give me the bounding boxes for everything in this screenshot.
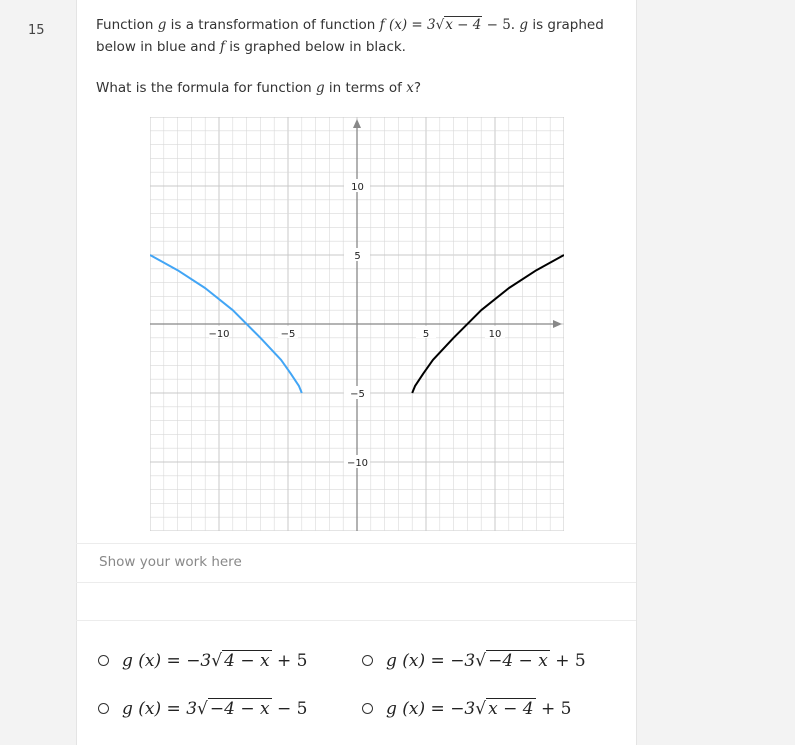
- right-gutter: [636, 0, 795, 745]
- y-tick-label: −5: [350, 389, 365, 400]
- choice-c-formula: g (x) = 3√ −4 − x − 5: [122, 699, 308, 719]
- radio-icon[interactable]: [98, 703, 109, 714]
- divider-top: [76, 543, 636, 544]
- x-tick-label: 5: [422, 329, 430, 340]
- choice-a-formula: g (x) = −3√ 4 − x + 5: [122, 651, 308, 671]
- question-prompt: Function g is a transformation of function f (x) = 3√x − 4 − 5. g is graphed below in blue and f is graphed below in black.: [96, 17, 604, 55]
- choice-d-formula: g (x) = −3√ x − 4 + 5: [386, 699, 572, 719]
- coordinate-graph: [150, 117, 564, 531]
- work-area-placeholder[interactable]: Show your work here: [99, 554, 242, 570]
- choice-c[interactable]: [98, 698, 307, 719]
- radio-icon[interactable]: [98, 655, 109, 666]
- choice-b-formula: g (x) = −3√ −4 − x + 5: [386, 651, 586, 671]
- x-tick-label: 10: [488, 329, 502, 340]
- x-tick-label: −5: [280, 329, 296, 340]
- y-tick-label: −10: [346, 458, 369, 469]
- choice-b[interactable]: [362, 650, 586, 671]
- f-definition: f (x) = 3: [379, 17, 436, 33]
- y-tick-label: 5: [354, 251, 361, 262]
- left-gutter: [0, 0, 77, 745]
- choice-d[interactable]: [362, 698, 571, 719]
- question-number: 15: [28, 23, 45, 38]
- y-tick-label: 10: [351, 182, 364, 193]
- x-tick-label: −10: [208, 329, 230, 340]
- choice-a[interactable]: [98, 650, 307, 671]
- f-radicand: x − 4: [445, 17, 482, 33]
- radio-icon[interactable]: [362, 655, 373, 666]
- question-ask: What is the formula for function g in terms of x?: [96, 80, 421, 96]
- radio-icon[interactable]: [362, 703, 373, 714]
- divider-mid: [76, 582, 636, 583]
- divider-bottom: [76, 620, 636, 621]
